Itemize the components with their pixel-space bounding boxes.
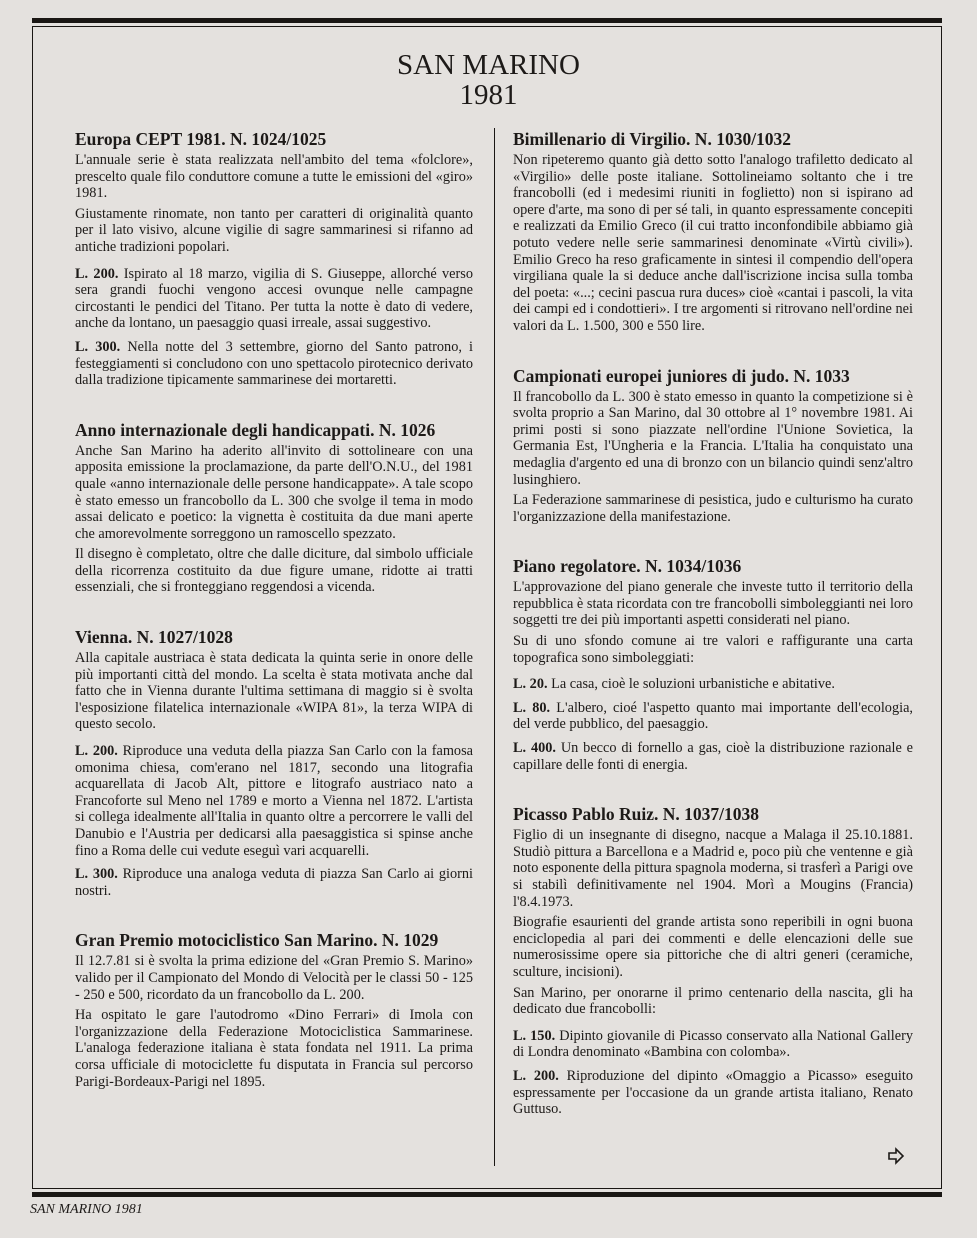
section-heading: Anno internazionale degli handicappati. N. 1026	[75, 419, 436, 440]
article-section	[513, 365, 913, 526]
article-section	[513, 803, 913, 1118]
stamp-value-item	[513, 740, 913, 773]
stamp-value-description: Riproduce una analoga veduta di piazza San Carlo ai giorni nostri.	[75, 866, 473, 899]
frame-top-thin-rule	[32, 26, 942, 27]
stamp-value-description: Dipinto giovanile di Picasso conservato alla National Gallery di Londra denominato «Bambina con colomba».	[513, 1027, 913, 1061]
stamp-value-list	[75, 266, 473, 389]
right-column	[513, 128, 913, 1125]
footer-label: SAN MARINO 1981	[30, 1202, 143, 1217]
frame-bottom-thin-rule	[32, 1188, 942, 1189]
stamp-value-item	[513, 1028, 913, 1061]
stamp-value-item	[75, 743, 473, 859]
stamp-value-item	[513, 700, 913, 733]
section-paragraph: Il disegno è completato, oltre che dalle diciture, dal simbolo ufficiale della ricorrenza costituito da due figure umane, ridotte ai tratti essenziali, che si fronteggiano reggendosi a vicenda.	[75, 546, 473, 596]
stamp-value-list	[75, 743, 473, 899]
stamp-value-list	[513, 1028, 913, 1118]
stamp-value-item	[75, 866, 473, 899]
stamp-value-description: La casa, cioè le soluzioni urbanistiche e abitative.	[551, 676, 835, 693]
column-divider	[494, 128, 495, 1166]
section-paragraph: Figlio di un insegnante di disegno, nacque a Malaga il 25.10.1881. Studiò pittura a Barcellona e a Madrid e, poco più che ventenne e già noto esponente della pittura spagnola moderna, si trasferì a Parigi ove si stabilì definitivamente nel 1904. Morì a Mougins (Francia) l'8.4.1973.	[513, 827, 913, 910]
article-section	[75, 419, 473, 596]
stamp-value-label: L. 20.	[513, 676, 548, 693]
section-heading: Bimillenario di Virgilio. N. 1030/1032	[513, 129, 792, 149]
left-column	[75, 128, 473, 1094]
section-paragraph: Biografie esaurienti del grande artista sono reperibili in ogni buona enciclopedia al pari dei commenti e delle elencazioni delle sue numerosissime opere sia pittoriche che di altri generi (ceramiche, sculture, incisioni).	[513, 914, 913, 980]
stamp-value-description: Riproduce una veduta della piazza San Carlo con la famosa omonima chiesa, com'erano nel 1817, secondo una litografia acquarellata di Jacob Alt, pittore e litografo austriaco nato a Francoforte sul Meno nel 1789 e morto a Vienna nel 1872. L'artista si collega idealmente all'Italia in quanto oltre a percorrere le valli del Danubio e l'Austria per dedicarsi alla paesaggistica si spinse anche fino a Roma delle cui vedute eseguì vari acquarelli.	[75, 743, 473, 859]
section-paragraph: San Marino, per onorarne il primo centenario della nascita, gli ha dedicato due francobolli:	[513, 984, 913, 1018]
frame-top-thick-rule	[32, 18, 942, 23]
next-page-arrow-icon[interactable]	[886, 1146, 906, 1166]
article-section	[513, 555, 913, 773]
stamp-value-label: L. 400.	[513, 740, 556, 757]
section-heading: Europa CEPT 1981. N. 1024/1025	[75, 129, 327, 149]
stamp-value-label: L. 300.	[75, 866, 118, 883]
section-paragraph: Su di uno sfondo comune ai tre valori e raffigurante una carta topografica sono simboleggiati:	[513, 633, 913, 666]
page-title-year: 1981	[459, 79, 518, 111]
section-heading: Vienna. N. 1027/1028	[75, 627, 233, 648]
stamp-value-label: L. 200.	[513, 1067, 559, 1084]
section-paragraph: Alla capitale austriaca è stata dedicata la quinta serie in onore delle più importanti città del mondo. La scelta è stata motivata anche dal fatto che in Vienna durante l'ultima settimana di maggio si è svolta l'esposizione filatelica internazionale «WIPA 81», la terza WIPA di questo secolo.	[75, 650, 473, 733]
section-paragraph: Non ripeteremo quanto già detto sotto l'analogo trafiletto dedicato al «Virgilio» delle poste italiane. Sottolineiamo soltanto che i tre francobolli (ed i medesimi riuniti in foglietto) non si ispirano ad opere d'arte, ma sono di per sé tali, in quanto espressamente concepiti e realizzati da Emilio Greco (il cui tratto inconfondibile abbiamo già potuto vedere nelle serie sammarinesi denominate «Virtù civili»). Emilio Greco ha reso graficamente in sintesi il compendio dell'opera virgiliana quale la si deduce anche dall'iscrizione incisa sulla tomba del poeta: «...; cecini pascua rura duces» cioè «cantai i pascoli, la vita dei campi ed i condottieri». I tre argomenti si ritrovano nell'ordine nei valori da L. 1.500, 300 e 550 lire.	[513, 152, 913, 334]
section-paragraph: La Federazione sammarinese di pesistica, judo e culturismo ha curato l'organizzazione della manifestazione.	[513, 492, 913, 525]
stamp-value-description: Ispirato al 18 marzo, vigilia di S. Giuseppe, allorché verso sera grandi fuochi vengono accesi ovunque nelle campagne circostanti le pendici del Titano. Per tutta la notte è dato di vedere, anche da lontano, un paesaggio quasi irreale, assai suggestivo.	[75, 265, 473, 332]
article-section	[75, 929, 473, 1090]
stamp-value-list	[513, 676, 913, 773]
stamp-value-label: L. 300.	[75, 338, 121, 355]
stamp-value-description: Un becco di fornello a gas, cioè la distribuzione razionale e capillare delle fonti di energia.	[513, 740, 913, 773]
section-paragraph: L'annuale serie è stata realizzata nell'ambito del tema «folclore», prescelto quale filo conduttore comune a tutte le emissioni del «giro» 1981.	[75, 152, 473, 202]
stamp-value-description: Nella notte del 3 settembre, giorno del Santo patrono, i festeggiamenti si concludono con uno spettacolo pirotecnico derivato dalla tradizione tipicamente sammarinese dei mortaretti.	[75, 338, 473, 389]
stamp-value-description: Riproduzione del dipinto «Omaggio a Picasso» eseguito espressamente per l'occasione da un grande artista italiano, Renato Guttuso.	[513, 1067, 913, 1118]
article-section	[75, 128, 473, 389]
section-paragraph: L'approvazione del piano generale che investe tutto il territorio della repubblica è stata ricordata con tre francobolli simboleggianti nei loro soggetti tre dei più importanti aspetti considerati nel piano.	[513, 579, 913, 629]
stamp-value-description: L'albero, cioé l'aspetto quanto mai importante dell'ecologia, del verde pubblico, del paesaggio.	[513, 699, 913, 733]
stamp-value-item	[513, 1068, 913, 1118]
section-paragraph: Il francobollo da L. 300 è stato emesso in quanto la competizione si è svolta proprio a San Marino, dal 30 ottobre al 1° novembre 1981. Ai primi posti si sono piazzate nell'ordine l'Unione Sovietica, la Germania Est, l'Ungheria e la Francia. L'Italia ha conquistato una medaglia d'argento ed una di bronzo con un bilancio quindi senz'altro lusinghiero.	[513, 388, 913, 488]
page-title	[0, 50, 977, 110]
page-title-country: SAN MARINO	[397, 49, 580, 81]
section-paragraph: Anche San Marino ha aderito all'invito di sottolineare con una apposita emissione la proclamazione, da parte dell'O.N.U., del 1981 quale «anno internazionale delle persone handicappate». A tale scopo è stato emesso un francobollo da L. 300 che svolge il tema in modo assai delicato e poetico: la vignetta è costituita da due mani aperte che amorevolmente sorreggono un ramoscello spezzato.	[75, 442, 473, 542]
section-heading: Piano regolatore. N. 1034/1036	[513, 556, 742, 577]
stamp-value-label: L. 80.	[513, 699, 551, 716]
frame-bottom-thick-rule	[32, 1192, 942, 1197]
stamp-value-label: L. 200.	[75, 743, 118, 760]
section-paragraph: Giustamente rinomate, non tanto per caratteri di originalità quanto per il lato visivo, alcune vigilie di sagre sammarinesi si rifanno ad antiche tradizioni popolari.	[75, 205, 473, 255]
article-section	[75, 626, 473, 899]
stamp-value-item	[75, 266, 473, 332]
section-heading: Campionati europei juniores di judo. N. 1033	[513, 365, 850, 386]
section-paragraph: Il 12.7.81 si è svolta la prima edizione del «Gran Premio S. Marino» valido per il Campionato del Mondo di Velocità per le classi 50 - 125 - 250 e 500, ricordato da un francobollo da L. 200.	[75, 953, 473, 1003]
frame-right-rule	[941, 26, 942, 1189]
frame-left-rule	[32, 26, 33, 1189]
stamp-value-item	[75, 339, 473, 389]
section-heading: Picasso Pablo Ruiz. N. 1037/1038	[513, 804, 759, 825]
section-paragraph: Ha ospitato le gare l'autodromo «Dino Ferrari» di Imola con l'organizzazione della Federazione Motociclistica Sammarinese. L'analoga federazione italiana è stata fondata nel 1911. La prima corsa ufficiale di motociclette fu disputata in Francia sul percorso Parigi-Bordeaux-Parigi nel 1895.	[75, 1007, 473, 1090]
section-heading: Gran Premio motociclistico San Marino. N. 1029	[75, 930, 439, 951]
article-section	[513, 128, 913, 335]
stamp-value-label: L. 200.	[75, 265, 119, 282]
stamp-value-item	[513, 676, 913, 693]
stamp-value-label: L. 150.	[513, 1027, 556, 1044]
